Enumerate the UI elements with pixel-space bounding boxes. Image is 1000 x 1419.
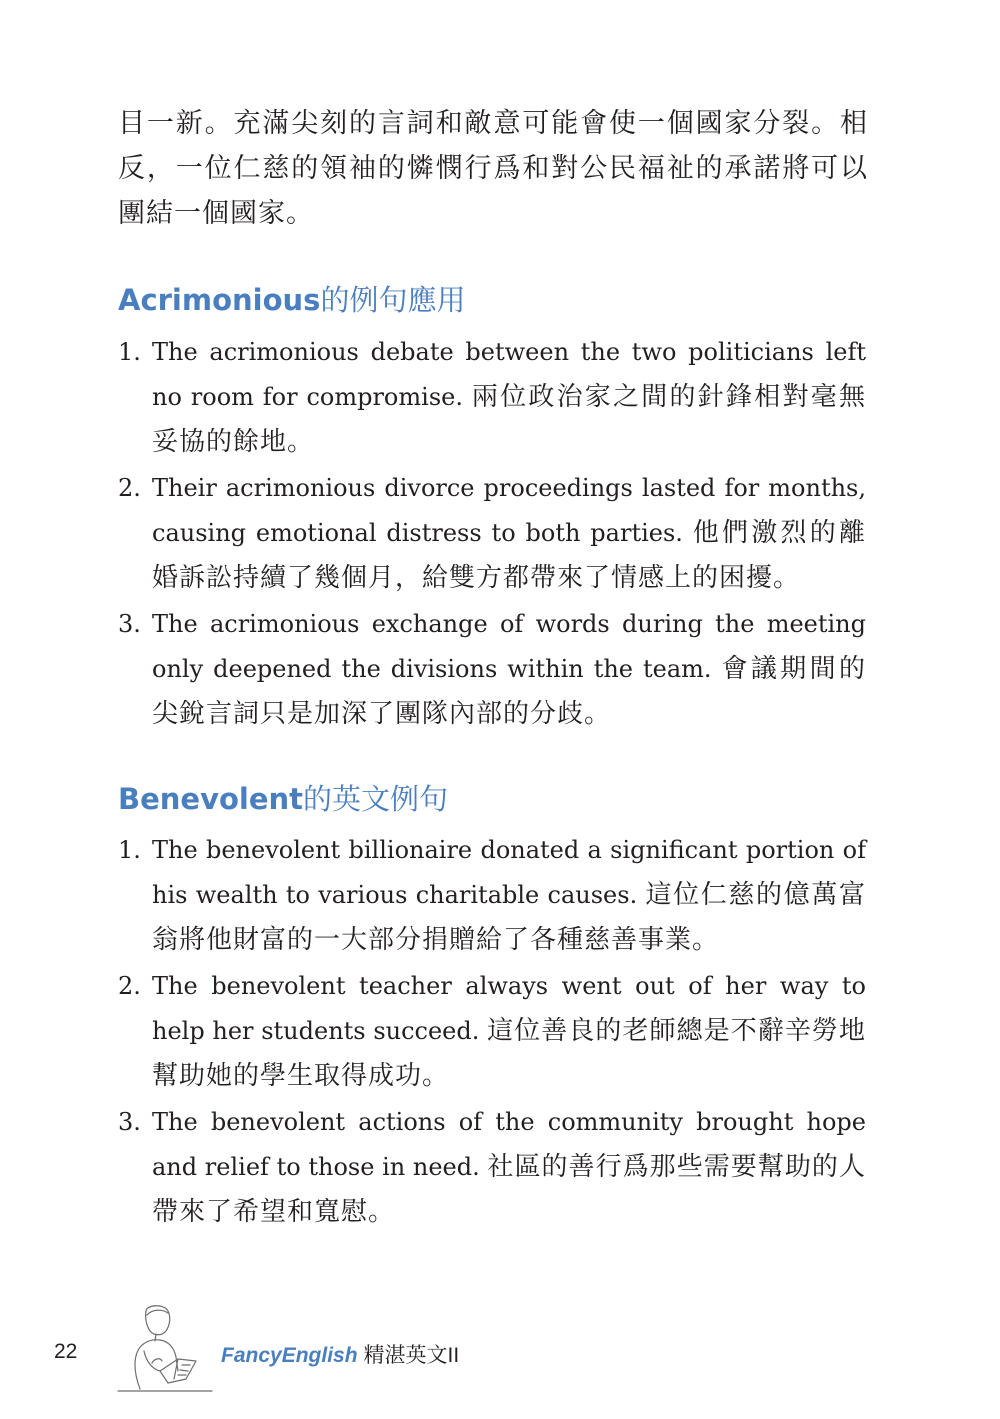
item-english: The acrimonious debate between the two politicians left no room for compromise. (152, 338, 866, 411)
item-number: 3. (118, 610, 141, 638)
list-item (118, 828, 866, 963)
item-english: The benevolent billionaire donated a significant portion of his wealth to various charitable causes. (152, 836, 866, 909)
item-english: Their acrimonious divorce proceedings lasted for months, causing emotional distress to both parties. (152, 474, 866, 547)
item-english: The benevolent teacher always went out of her way to help her students succeed. (152, 972, 866, 1045)
example-list-acrimonious (118, 330, 866, 738)
item-chinese: 這位善良的老師總是不辭辛勞地幫助她的學生取得成功。 (152, 1016, 866, 1091)
item-number: 1. (118, 836, 141, 864)
example-list-benevolent (118, 828, 866, 1236)
item-chinese: 兩位政治家之間的針鋒相對毫無妥協的餘地。 (152, 382, 866, 457)
item-chinese: 會議期間的尖銳言詞只是加深了團隊內部的分歧。 (152, 654, 866, 729)
item-number: 2. (118, 972, 141, 1000)
item-number: 3. (118, 1108, 141, 1136)
heading-suffix: 的英文例句 (303, 782, 449, 816)
item-chinese: 這位仁慈的億萬富翁將他財富的一大部分捐贈給了各種慈善事業。 (152, 880, 866, 955)
item-chinese: 他們激烈的離婚訴訟持續了幾個月，給雙方都帶來了情感上的困擾。 (152, 518, 866, 593)
list-item (118, 602, 866, 737)
list-item (118, 466, 866, 601)
item-english: The acrimonious exchange of words during the meeting only deepened the divisions within the team. (152, 610, 866, 683)
heading-word: Benevolent (118, 782, 304, 816)
list-item (118, 964, 866, 1099)
brand-name-english: FancyEnglish (221, 1344, 358, 1367)
item-chinese: 社區的善行爲那些需要幫助的人帶來了希望和寬慰。 (152, 1152, 866, 1227)
brand-name-chinese: 精湛英文II (363, 1344, 460, 1367)
page-number: 22 (54, 1340, 78, 1363)
item-number: 2. (118, 474, 141, 502)
item-english: The benevolent actions of the community brought hope and relief to those in need. (152, 1108, 866, 1181)
heading-word: Acrimonious (118, 283, 321, 317)
section-heading-acrimonious (118, 278, 465, 319)
footer-brand (221, 1339, 459, 1369)
reading-person-icon (116, 1303, 214, 1393)
section-heading-benevolent (118, 777, 448, 818)
list-item (118, 330, 866, 465)
list-item (118, 1100, 866, 1235)
heading-suffix: 的例句應用 (320, 283, 466, 317)
intro-paragraph: 目一新。充滿尖刻的言詞和敵意可能會使一個國家分裂。相反，一位仁慈的領袖的憐憫行爲和對公民福祉的承諾將可以團結一個國家。 (118, 108, 868, 229)
item-number: 1. (118, 338, 141, 366)
